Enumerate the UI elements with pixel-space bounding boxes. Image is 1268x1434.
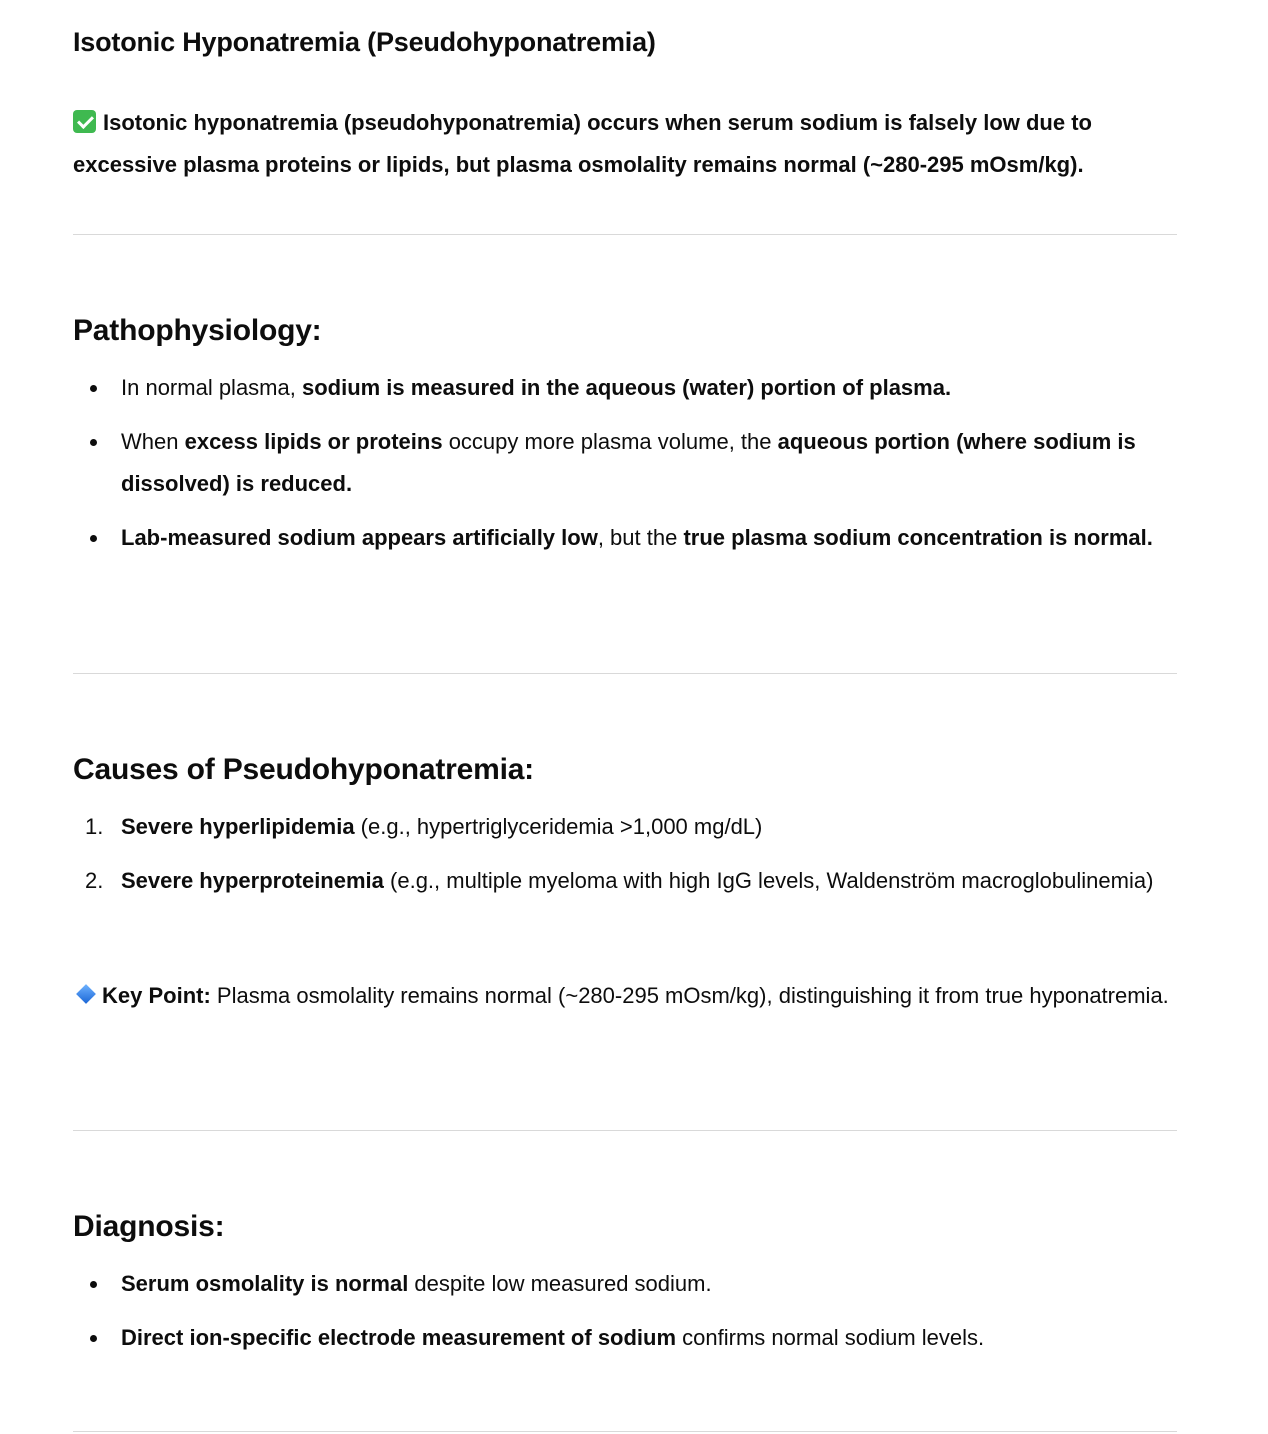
- list-item: [73, 1263, 1177, 1305]
- blue-diamond-icon: [76, 984, 96, 1004]
- item-bold-text: Severe hyperlipidemia: [121, 814, 355, 839]
- item-bold-text: sodium is measured in the aqueous (water) portion of plasma.: [301, 375, 952, 400]
- item-bold-text: true plasma sodium concentration is normal.: [683, 525, 1153, 550]
- check-mark-icon: [73, 110, 96, 133]
- intro-paragraph: [73, 102, 1177, 186]
- item-text: occupy more plasma volume, the: [442, 429, 778, 454]
- key-point-paragraph: [73, 975, 1177, 1017]
- causes-heading: Causes of Pseudohyponatremia:: [73, 753, 534, 786]
- list-item: [73, 367, 1177, 409]
- section-divider: [73, 1130, 1177, 1131]
- causes-list: [73, 806, 1177, 914]
- list-item: [73, 517, 1177, 559]
- list-item: [73, 421, 1177, 505]
- list-item: [73, 860, 1177, 902]
- item-bold-text: Serum osmolality is normal: [121, 1271, 409, 1296]
- pathophysiology-heading: Pathophysiology:: [73, 314, 322, 347]
- item-text: In normal plasma,: [121, 375, 302, 400]
- item-bold-text: Lab-measured sodium appears artificially low: [121, 525, 598, 550]
- item-bold-text: excess lipids or proteins: [184, 429, 443, 454]
- item-number: 2.: [85, 868, 104, 893]
- intro-text: Isotonic hyponatremia (pseudohyponatremia) occurs when serum sodium is falsely low due to excessive plasma proteins or lipids, but plasma osmolality remains normal (~280-295 mOsm/kg).: [73, 110, 1092, 177]
- list-item: [73, 1317, 1177, 1359]
- item-bold-text: Severe hyperproteinemia: [121, 868, 384, 893]
- page-title: Isotonic Hyponatremia (Pseudohyponatremia): [73, 27, 656, 57]
- key-point-label: Key Point:: [102, 983, 211, 1008]
- item-text: (e.g., hypertriglyceridemia >1,000 mg/dL): [354, 814, 763, 839]
- section-divider: [73, 673, 1177, 674]
- item-bold-text: aqueous portion (where sodium is dissolved) is reduced.: [121, 429, 1136, 496]
- diagnosis-list: [73, 1263, 1177, 1371]
- item-text: confirms normal sodium levels.: [676, 1325, 985, 1350]
- section-divider: [73, 1431, 1177, 1432]
- list-item: [73, 806, 1177, 848]
- pathophysiology-list: [73, 367, 1177, 571]
- item-text: , but the: [597, 525, 684, 550]
- section-divider: [73, 234, 1177, 235]
- item-bold-text: Direct ion-specific electrode measurement of sodium: [121, 1325, 677, 1350]
- item-text: despite low measured sodium.: [408, 1271, 712, 1296]
- diagnosis-heading: Diagnosis:: [73, 1210, 225, 1243]
- item-number: 1.: [85, 814, 104, 839]
- item-text: (e.g., multiple myeloma with high IgG levels, Waldenström macroglobulinemia): [383, 868, 1154, 893]
- item-text: When: [121, 429, 185, 454]
- key-point-text: Plasma osmolality remains normal (~280-295 mOsm/kg), distinguishing it from true hyponatremia.: [210, 983, 1169, 1008]
